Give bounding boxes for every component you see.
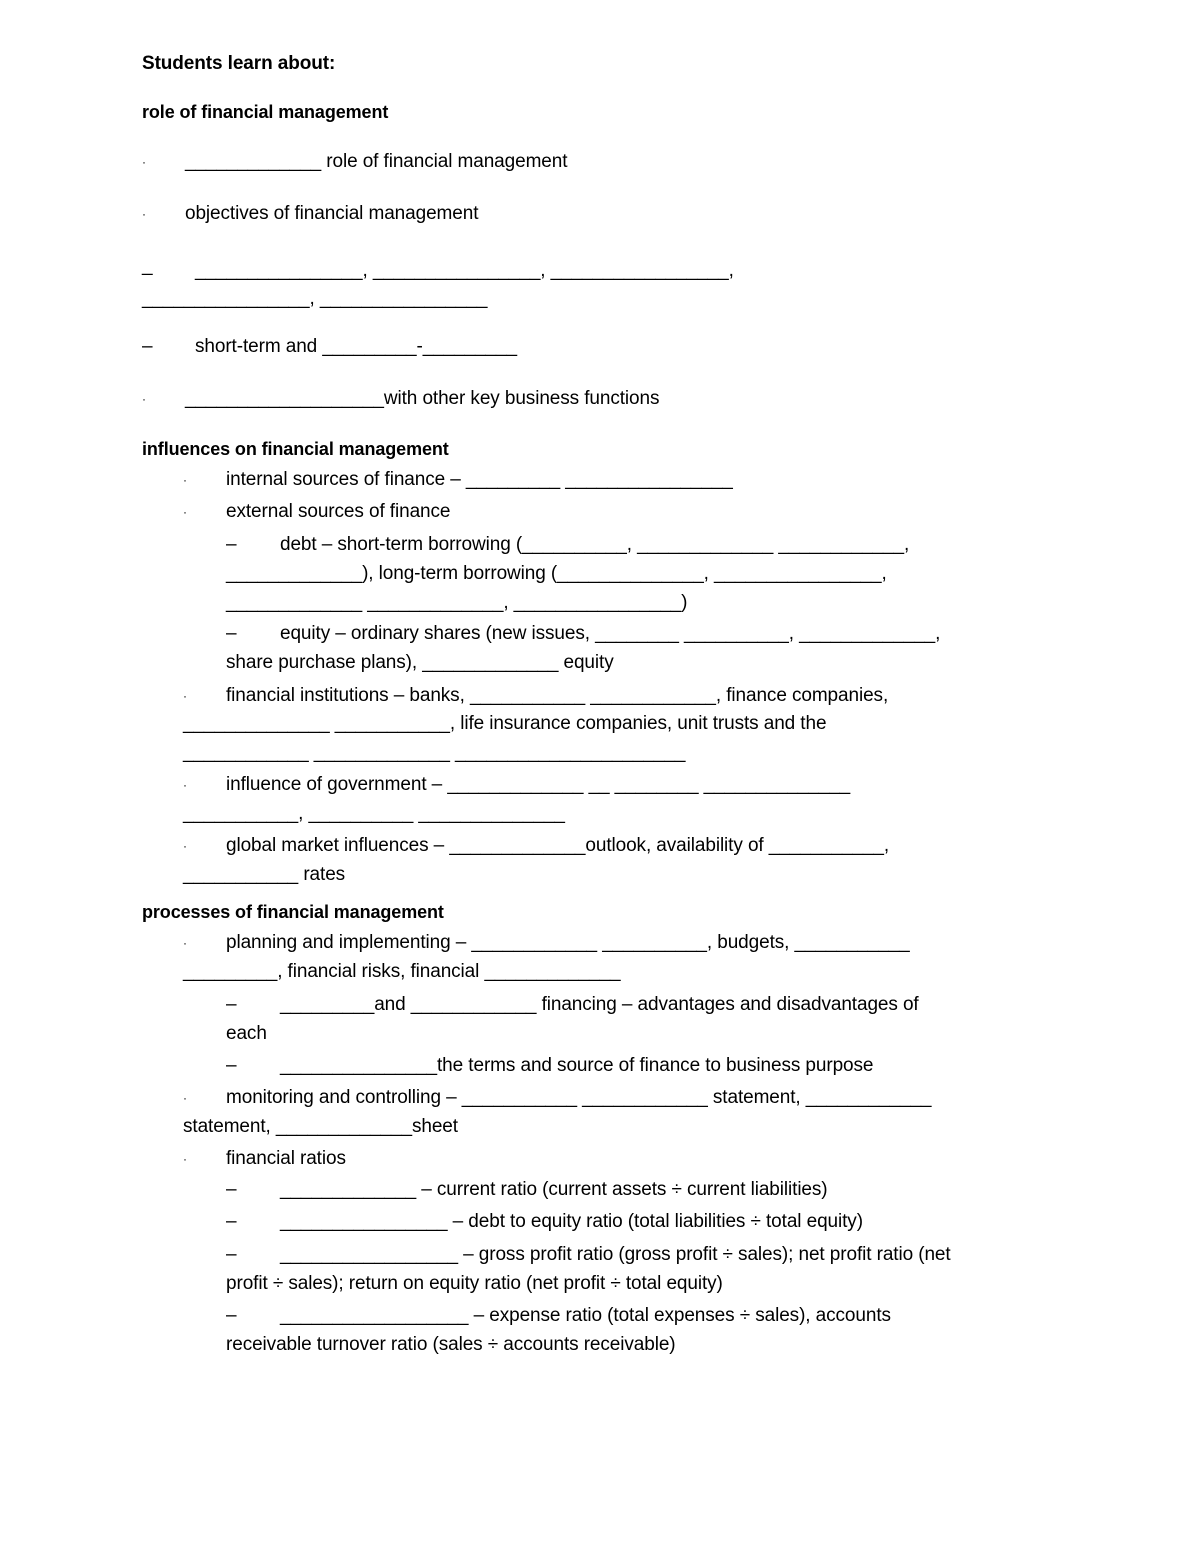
role-line-3b: ________________, ________________ (142, 288, 488, 309)
influences-line-6a: influence of government – _____________ __ ________ ______________ (226, 774, 851, 795)
dash-marker: – (226, 1179, 237, 1200)
bullet-marker: · (183, 936, 187, 950)
processes-line-4a: monitoring and controlling – ___________ ____________ statement, ____________ (226, 1087, 932, 1108)
bullet-marker: · (183, 1152, 187, 1166)
dash-marker: _ (142, 255, 153, 276)
role-line-3a: ________________, ________________, _________________, (195, 260, 734, 281)
processes-line-9a: __________________ – expense ratio (total expenses ÷ sales), accounts (280, 1305, 891, 1326)
bullet-marker: · (142, 155, 146, 169)
processes-line-8a: _________________ – gross profit ratio (gross profit ÷ sales); net profit ratio (net (280, 1244, 951, 1265)
influences-line-5a: financial institutions – banks, ___________ ____________, finance companies, (226, 685, 889, 706)
processes-line-4b: statement, _____________sheet (183, 1116, 458, 1137)
bullet-marker: · (183, 839, 187, 853)
influences-line-2: external sources of finance (226, 501, 451, 522)
bullet-marker: · (183, 1091, 187, 1105)
dash-marker: – (226, 1244, 237, 1265)
processes-line-2a: _________and ____________ financing – advantages and disadvantages of (280, 994, 919, 1015)
influences-line-6b: ___________, __________ ______________ (183, 803, 565, 824)
dash-marker: – (226, 1305, 237, 1326)
bullet-marker: · (183, 505, 187, 519)
bullet-marker: · (183, 473, 187, 487)
page-heading: Students learn about: (142, 53, 336, 74)
influences-line-4b: share purchase plans), _____________ equity (226, 652, 614, 673)
dash-marker: – (226, 623, 237, 644)
influences-line-7a: global market influences – _____________outlook, availability of ___________, (226, 835, 890, 856)
influences-line-7b: ___________ rates (183, 864, 346, 885)
dash-marker: – (226, 994, 237, 1015)
processes-line-3: _______________the terms and source of finance to business purpose (280, 1055, 874, 1076)
processes-line-1a: planning and implementing – ____________ __________, budgets, ___________ (226, 932, 910, 953)
role-line-4: short-term and _________-_________ (195, 336, 517, 357)
influences-line-3c: _____________ _____________, ________________) (226, 592, 688, 613)
dash-marker: – (226, 1055, 237, 1076)
section-title-role: role of financial management (142, 102, 389, 122)
influences-line-3b: _____________), long-term borrowing (______________, ________________, (226, 563, 887, 584)
dash-marker: – (142, 336, 153, 357)
influences-line-3a: debt – short-term borrowing (__________, _____________ ____________, (280, 534, 910, 555)
processes-line-7: ________________ – debt to equity ratio (total liabilities ÷ total equity) (280, 1211, 863, 1232)
bullet-marker: · (142, 207, 146, 221)
bullet-marker: · (142, 392, 146, 406)
processes-line-5: financial ratios (226, 1148, 346, 1169)
processes-line-1b: _________, financial risks, financial _____________ (183, 961, 621, 982)
processes-line-8b: profit ÷ sales); return on equity ratio (net profit ÷ total equity) (226, 1273, 723, 1294)
role-line-2: objectives of financial management (185, 203, 479, 224)
dash-marker: – (226, 534, 237, 555)
bullet-marker: · (183, 689, 187, 703)
processes-line-6: _____________ – current ratio (current assets ÷ current liabilities) (280, 1179, 828, 1200)
section-title-processes: processes of financial management (142, 902, 444, 922)
role-line-5: ___________________with other key business functions (185, 388, 660, 409)
processes-line-2b: each (226, 1023, 267, 1044)
influences-line-5c: ____________ _____________ ______________________ (183, 742, 686, 763)
bullet-marker: · (183, 778, 187, 792)
influences-line-1: internal sources of finance – _________ ________________ (226, 469, 733, 490)
role-line-1: _____________ role of financial management (185, 151, 568, 172)
influences-line-5b: ______________ ___________, life insurance companies, unit trusts and the (183, 713, 827, 734)
section-title-influences: influences on financial management (142, 439, 449, 459)
influences-line-4a: equity – ordinary shares (new issues, ________ __________, _____________, (280, 623, 941, 644)
processes-line-9b: receivable turnover ratio (sales ÷ accounts receivable) (226, 1334, 676, 1355)
dash-marker: – (226, 1211, 237, 1232)
